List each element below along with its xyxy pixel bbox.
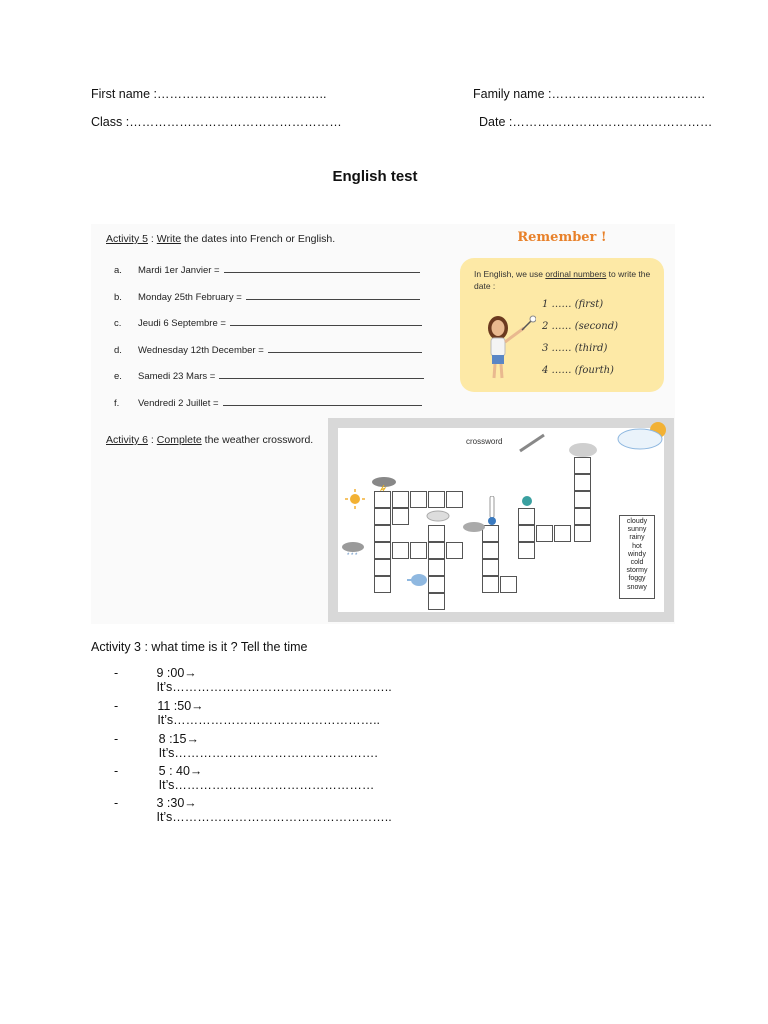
activity5-label: Activity 5 [106,233,149,245]
activity3-heading: Activity 3 : what time is it ? Tell the time [91,640,308,654]
first-name-field: First name :………………………………….. [91,87,327,101]
crossword-cell[interactable] [410,491,427,508]
list-item [114,264,420,291]
remember-text-after: to write the date : [474,269,651,291]
list-item [114,732,414,764]
crossword-cell[interactable] [518,508,535,525]
list-item [114,796,414,828]
bullet-dash: - [114,732,119,746]
crossword-word-list [619,515,655,599]
answer-line[interactable] [223,397,422,406]
activity5-heading: Activity 5 : Write the dates into French or English. [106,233,336,245]
list-item [114,666,414,699]
item-letter: d. [114,344,122,356]
remember-title: Remember ! [517,230,607,245]
bullet-dash: - [114,699,119,713]
time-item-text: 9 :00→ It’s…………………………………………….. [156,666,392,694]
crossword-cell[interactable] [574,491,591,508]
answer-line[interactable] [246,291,420,300]
word-list-item: foggy [628,575,646,583]
word-list-item: stormy [626,567,648,575]
activity3-list [114,666,414,828]
cloud-icon [566,440,600,458]
crossword-cell[interactable] [374,559,391,576]
crossword-cell[interactable] [554,525,571,542]
answer-line[interactable] [230,317,422,326]
crossword-cell[interactable] [392,491,409,508]
crossword-cell[interactable] [446,491,463,508]
crossword-cell[interactable] [500,576,517,593]
thermometer-icon [487,496,497,526]
crossword-cell[interactable] [446,542,463,559]
crossword-cell[interactable] [574,457,591,474]
crossword-cell[interactable] [536,525,553,542]
sun-icon [344,488,366,510]
item-text: Vendredi 2 Juillet = [138,397,219,409]
item-text: Wednesday 12th December = [138,344,264,356]
crossword-cell[interactable] [428,525,445,542]
crossword-cell[interactable] [428,559,445,576]
snow-cloud-icon [340,540,366,558]
crossword-cell[interactable] [374,491,391,508]
ordinal-1: 1 …… (first) [542,299,604,310]
date-field: Date :………………………………………… [479,115,713,129]
page-title: English test [332,168,418,185]
bullet-dash: - [114,764,119,778]
fog-cloud-icon [425,510,451,522]
time-item-text: 3 :30→ It’s…………………………………………….. [156,796,392,824]
crossword-cell[interactable] [574,508,591,525]
list-item [114,344,422,371]
activity5-instruction: the dates into French or English. [181,233,336,245]
crossword-cell[interactable] [410,542,427,559]
item-text: Jeudi 6 Septembre = [138,318,226,329]
answer-line[interactable] [224,264,420,273]
remember-text-before: In English, we use [474,269,546,279]
word-list-item: hot [632,542,642,550]
activity6-label: Activity 6 [106,434,149,446]
activity6-verb: Complete [156,434,202,446]
item-text: Monday 25th February = [138,291,242,303]
item-letter: a. [114,265,122,276]
remember-text [474,268,658,292]
ordinal-list [542,299,618,387]
cold-wind-icon [405,572,429,588]
activity6-instruction: the weather crossword. [201,434,314,446]
word-list-item: cold [630,559,644,567]
crossword-cell[interactable] [574,525,591,542]
time-item-text: 5 : 40→ It’s………………………………………… [158,764,375,792]
girl-illustration [476,310,536,385]
item-letter: b. [114,291,122,303]
word-list-item: windy [628,550,646,558]
item-text: Samedi 23 Mars = [138,371,216,382]
remember-text-link: ordinal numbers [545,269,607,279]
word-list-item: cloudy [626,518,648,525]
ordinal-2: 2 …… (second) [542,321,619,332]
crossword-cell[interactable] [428,491,445,508]
crossword-cell[interactable] [482,559,499,576]
rain-cloud-icon [460,520,488,534]
item-letter: c. [114,318,122,329]
crossword-cell[interactable] [392,542,409,559]
crossword-cell[interactable] [518,542,535,559]
bullet-dash: - [114,796,119,810]
list-item [114,370,424,397]
crossword-cell[interactable] [428,542,445,559]
ordinal-4: 4 …… (fourth) [542,365,614,376]
storm-cloud-icon [370,475,398,491]
bullet-dash: - [114,666,119,680]
crossword-cell[interactable] [428,576,445,593]
item-letter: e. [114,371,122,382]
family-name-field: Family name :………………………………. [473,87,705,101]
pencil-icon [517,432,547,454]
crossword-cell[interactable] [392,508,409,525]
activity6-heading: Activity 6 : Complete the weather crossword. [106,434,314,446]
crossword-title: crossword [466,437,503,446]
word-list-item: snowy [627,583,647,591]
activity5-list [114,264,426,423]
answer-line[interactable] [268,344,422,353]
list-item [114,317,422,344]
time-item-text: 11 :50→ It’s………………………………………….. [157,699,381,727]
word-list-item: sunny [627,526,647,534]
crossword-cell[interactable] [374,542,391,559]
svg-text:* * *: * * * [347,553,358,558]
crossword-cell[interactable] [518,525,535,542]
crossword-cell[interactable] [482,576,499,593]
list-item [114,699,414,732]
crossword-cell[interactable] [428,593,445,610]
answer-line[interactable] [219,370,424,379]
crossword-cell[interactable] [482,542,499,559]
list-item [114,291,420,318]
crossword-cell[interactable] [374,525,391,542]
wind-icon [520,494,534,508]
sun-cloud-icon [614,418,672,452]
crossword-cell[interactable] [374,508,391,525]
item-letter: f. [114,397,120,409]
class-field: Class :…………………………………………… [91,115,342,129]
crossword-cell[interactable] [574,474,591,491]
time-item-text: 8 :15→ It’s…………………………………………. [158,732,378,760]
item-text: Mardi 1er Janvier = [138,265,220,276]
activity5-verb: Write [156,233,182,245]
word-list-item: rainy [629,534,645,542]
list-item [114,764,414,796]
ordinal-3: 3 …… (third) [542,343,608,354]
crossword-cell[interactable] [374,576,391,593]
